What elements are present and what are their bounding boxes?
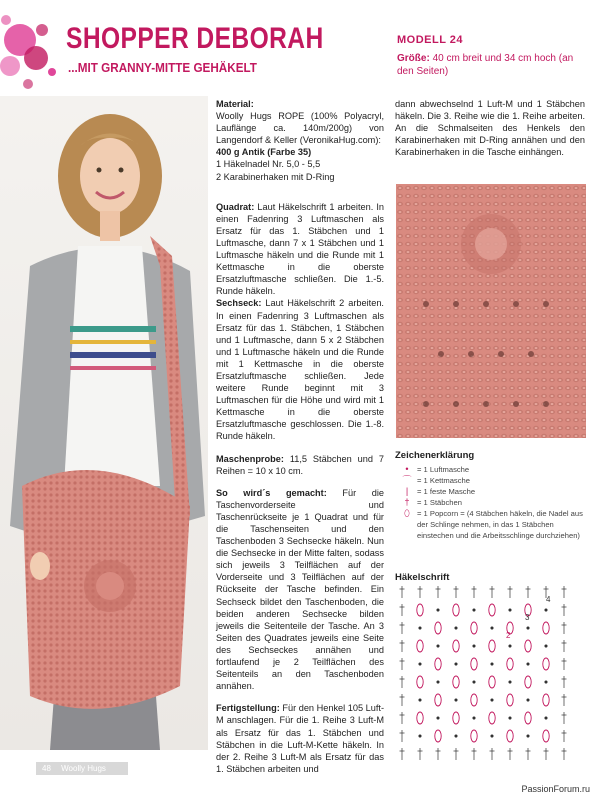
chart-popcorn [471, 694, 477, 706]
chart-popcorn [417, 640, 423, 652]
chart-chain [545, 681, 547, 683]
chart-chain [419, 627, 421, 629]
chart-popcorn [543, 730, 549, 742]
chart-popcorn [489, 712, 495, 724]
material-label: Material: [216, 99, 254, 109]
chart-chain [527, 663, 529, 665]
chart-chain [527, 627, 529, 629]
sechseck-text: Laut Häkelschrift 2 arbeiten. In einen Fadenring 3 Luftmaschen als Ersatz für das 1. Stäbchen, 1 Stäbchen und 1 Luftmasche, dann 5 x 2 Stäbchen und 1 Luftmasche häkeln und die Runde mit 1 Kettmasche in die oberste Ersatzluftmasche schließen. Jede weitere Runde beginnt mit 3 Luftmaschen für die Höhe und wird mit 1 Kettmasche in die oberste Ersatzluftmasche geschlossen. Die 1.-8. Runde häkeln. [216, 298, 384, 442]
chart-popcorn [453, 676, 459, 688]
chart-popcorn [471, 658, 477, 670]
instructions-column-2 [395, 98, 585, 168]
legend-item [397, 497, 587, 508]
chart-chain [437, 717, 439, 719]
legend-symbol: ⬯ [404, 508, 410, 518]
legend-title: Zeichenerklärung [395, 450, 475, 461]
round-label: 4 [546, 595, 551, 604]
chart-popcorn [435, 694, 441, 706]
sechseck-section [216, 297, 384, 442]
chart-title: Häkelschrift [395, 572, 450, 583]
chart-chain [455, 663, 457, 665]
legend-text: = 1 Popcorn = (4 Stäbchen häkeln, die Nadel aus der Schlinge nehmen, in das 1 Stäbchen einstechen und die Arbeitsschlinge durchziehen) [417, 509, 583, 540]
chart-popcorn [417, 604, 423, 616]
chart-chain [437, 609, 439, 611]
chart-popcorn [453, 640, 459, 652]
material-hooks: 2 Karabinerhaken mit D-Ring [216, 171, 335, 182]
sowirds-section [216, 487, 384, 693]
legend-symbol: † [404, 497, 410, 507]
chart-chain [419, 699, 421, 701]
chart-chain [491, 699, 493, 701]
chart-chain [455, 627, 457, 629]
chart-chain [509, 717, 511, 719]
chart-popcorn [435, 658, 441, 670]
maschenprobe-label: Maschenprobe: [216, 453, 284, 464]
legend-item [397, 486, 587, 497]
chart-popcorn [471, 730, 477, 742]
chart-chain [491, 663, 493, 665]
material-amount: 400 g Antik (Farbe 35) [216, 147, 312, 158]
quadrat-section [216, 201, 384, 298]
chart-chain [437, 681, 439, 683]
chart-popcorn [507, 658, 513, 670]
size-text: 40 cm breit und 34 cm hoch (an den Seiten) [397, 53, 574, 77]
chart-chain [473, 681, 475, 683]
chart-chain [545, 717, 547, 719]
fertigstellung-text: Für den Henkel 105 Luft-M anschlagen. Für die 1. Reihe 3 Luft-M als Ersatz für das 1. Stäbchen und Stäbchen in die Luft-M-Kette häkeln. In der 2. Reihe 3 Luft-M als Ersatz für das 1. Stäbchen arbeiten und [216, 703, 385, 774]
chart-popcorn [417, 676, 423, 688]
chart-popcorn [453, 712, 459, 724]
chart-popcorn [543, 658, 549, 670]
sowirds-label: So wird´s gemacht: [216, 487, 327, 498]
page-footer [36, 762, 128, 775]
chart-popcorn [543, 622, 549, 634]
round-label: 3 [525, 613, 530, 622]
chart-popcorn [489, 604, 495, 616]
page-number: 48 [42, 764, 51, 773]
chart-chain [509, 645, 511, 647]
chart-chain [473, 645, 475, 647]
crochet-swatch-photo [396, 184, 586, 438]
chart-popcorn [525, 640, 531, 652]
chart-popcorn [525, 712, 531, 724]
legend-symbol: • [405, 464, 409, 474]
chart-stitches [400, 586, 567, 760]
chart-popcorns [417, 604, 549, 742]
chart-chain [473, 717, 475, 719]
model-photo [0, 96, 208, 750]
quadrat-text: Laut Häkelschrift 1 arbeiten. In einen Fadenring 3 Luftmaschen als Ersatz für das 1. Stäbchen und 1 Luftmasche, dann 7 x 1 Stäbchen und 1 Luftmasche häkeln und die Runde mit 1 Kettmasche in die oberste Ersatzluftmasche schließen. Die 1.-5. Runde häkeln. [216, 201, 384, 297]
chart-chain [491, 627, 493, 629]
material-section [216, 98, 384, 183]
round-label: 2 [506, 631, 511, 640]
legend-item [397, 464, 587, 475]
chart-chain [491, 735, 493, 737]
footer-brand: Woolly Hugs [61, 764, 106, 773]
maschenprobe-text: 11,5 Stäbchen und 7 Reihen = 10 x 10 cm. [216, 453, 384, 476]
legend-list [397, 464, 587, 541]
material-needle: 1 Häkelnadel Nr. 5,0 - 5,5 [216, 159, 321, 170]
chart-chain [509, 609, 511, 611]
fertigstellung-label: Fertigstellung: [216, 703, 280, 714]
size-label: Größe: [397, 53, 430, 64]
model-number: MODELL 24 [397, 34, 464, 46]
chart-chain [527, 735, 529, 737]
sechseck-label: Sechseck: [216, 298, 262, 309]
chart-popcorn [489, 676, 495, 688]
crochet-chart [394, 584, 578, 768]
chart-chain [419, 735, 421, 737]
legend-text: = 1 Luftmasche [417, 465, 470, 474]
legend-item [397, 508, 587, 541]
chart-chain [545, 609, 547, 611]
chart-popcorn [507, 730, 513, 742]
continuation-text: dann abwechselnd 1 Luft-M und 1 Stäbchen häkeln. Die 3. Reihe wie die 1. Reihe arbeiten. An die Schmalseiten des Henkels den Karabinerhaken mit D-Ring annähen und den Karabinerhaken in die Tasche einhängen. [395, 99, 585, 158]
sowirds-text: Für die Taschenvorderseite und Taschenrückseite je 1 Quadrat und für die Taschenseiten und den Taschenboden 3 Sechsecke häkeln. Nun die Sechsecke in der Mitte falten, sodass sich jeweils 3 Teilflächen auf der Vorderseite und 3 Teilflächen auf der Rückseite der Tasche befinden. Ein Sechseck bildet den Taschenboden, die beiden anderen Sechsecke bilden jeweils die Seitenteile der Tasche. An 3 Seiten des Quadrates jeweils eine Seite des Sechseckes annähen und fortlaufend je 2 Teilflächen des Seitenteils an den Taschenboden annähen. [216, 487, 384, 692]
chart-popcorn [489, 640, 495, 652]
material-text: Woolly Hugs ROPE (100% Polyacryl, Lauflänge ca. 140m/200g) von Langendorf & Keller (VeronikaHug.com): [216, 111, 384, 146]
fertigstellung-section [216, 702, 384, 775]
chart-chain [419, 663, 421, 665]
legend-symbol: | [405, 486, 409, 496]
chart-popcorn [435, 622, 441, 634]
chart-chain [509, 681, 511, 683]
chart-chain [437, 645, 439, 647]
chart-popcorn [543, 694, 549, 706]
page-title: SHOPPER DEBORAH [66, 22, 324, 55]
maschenprobe-section [216, 453, 384, 477]
chart-chain [473, 609, 475, 611]
page-subtitle: ...MIT GRANNY-MITTE GEHÄKELT [68, 60, 257, 75]
watermark: PassionForum.ru [521, 784, 590, 794]
chart-popcorn [525, 676, 531, 688]
legend-text: = 1 Kettmasche [417, 476, 470, 485]
chart-popcorn [507, 694, 513, 706]
chart-chain [455, 735, 457, 737]
quadrat-label: Quadrat: [216, 201, 255, 212]
legend-symbol: ⌒ [402, 475, 412, 485]
chart-popcorn [471, 622, 477, 634]
legend-item [397, 475, 587, 486]
chart-popcorn [417, 712, 423, 724]
chart-popcorn [453, 604, 459, 616]
legend-text: = 1 feste Masche [417, 487, 476, 496]
chart-chain [527, 699, 529, 701]
size-info [397, 52, 587, 78]
instructions-column-1 [216, 98, 384, 785]
chart-chain [545, 645, 547, 647]
legend-text: = 1 Stäbchen [417, 498, 462, 507]
chart-popcorn [435, 730, 441, 742]
chart-chain [455, 699, 457, 701]
